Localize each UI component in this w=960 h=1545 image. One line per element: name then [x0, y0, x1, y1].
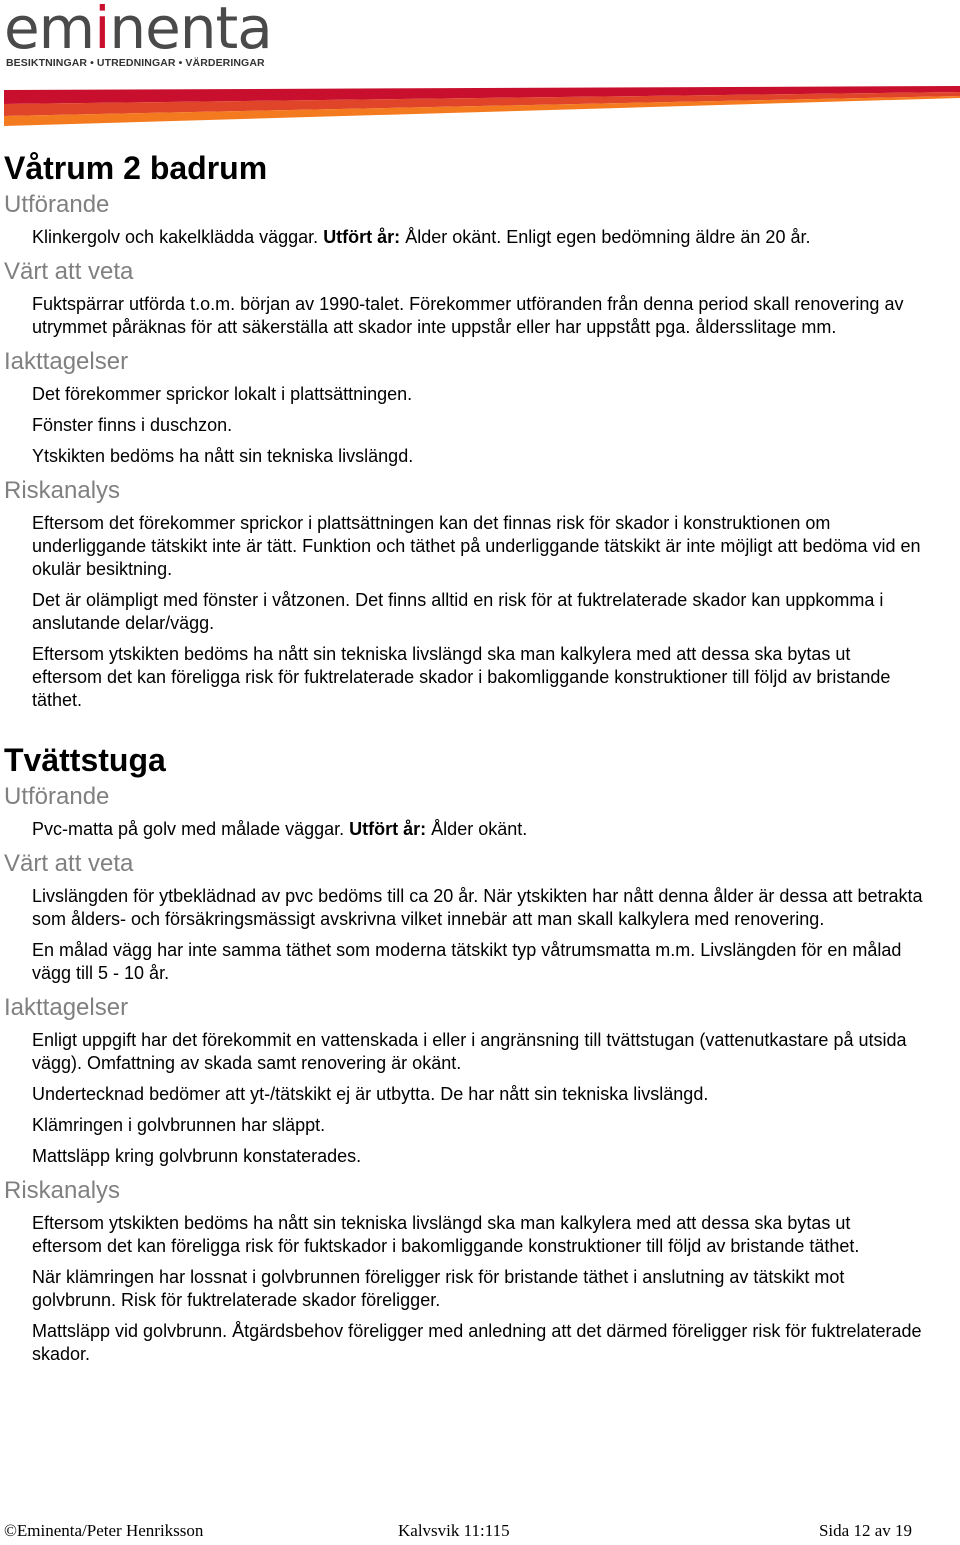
vart-att-veta-paragraph: Livslängden för ytbeklädnad av pvc bedöms till ca 20 år. När ytskikten har nått denna ålder är dessa att betrakta som ålders- och försäkringsmässigt avskrivna vilket innebär att man skall kalkylera med renovering.: [32, 886, 923, 929]
logo-tagline: BESIKTNINGAR • UTREDNINGAR • VÄRDERINGAR: [6, 57, 265, 69]
utforande-post: Ålder okänt.: [426, 819, 528, 839]
iakttagelse-item: Det förekommer sprickor lokalt i plattsättningen.: [32, 384, 413, 404]
riskanalys-paragraph: Eftersom det förekommer sprickor i plattsättningen kan det finnas risk för skador i konstruktionen om underliggande tätskikt inte är tätt. Funktion och täthet på underliggande tätskikt är inte möjligt att bedöma vid en okulär besiktning.: [32, 513, 921, 579]
iakttagelse-item: Undertecknad bedömer att yt-/tätskikt ej är utbytta. De har nått sin tekniska livslängd.: [32, 1084, 709, 1104]
iakttagelse-item: Ytskikten bedöms ha nått sin tekniska livslängd.: [32, 446, 414, 466]
utforande-pre: Klinkergolv och kakelklädda väggar.: [32, 227, 324, 247]
vart-att-veta-heading: Värt att veta: [4, 850, 134, 877]
riskanalys-heading: Riskanalys: [4, 477, 121, 504]
utforande-post: Ålder okänt. Enligt egen bedömning äldre än 20 år.: [400, 227, 811, 247]
utfort-ar-label: Utfört år:: [323, 227, 401, 247]
company-logo: [4, 0, 272, 72]
header-stripe: [4, 82, 960, 128]
utfort-ar-label: Utfört år:: [349, 819, 427, 839]
vart-att-veta-paragraph: En målad vägg har inte samma täthet som moderna tätskikt typ våtrumsmatta m.m. Livslängden för en målad vägg till 5 - 10 år.: [32, 940, 902, 983]
footer-page-number: Sida 12 av 19: [818, 1521, 912, 1540]
logo-wordmark: eminenta: [4, 0, 272, 62]
page-footer: [4, 1521, 912, 1545]
riskanalys-paragraph: Mattsläpp vid golvbrunn. Åtgärdsbehov föreligger med anledning att det därmed föreligger risk för fuktrelaterade skador.: [32, 1321, 922, 1364]
riskanalys-paragraph: Eftersom ytskikten bedöms ha nått sin tekniska livslängd ska man kalkylera med att dessa ska bytas ut eftersom det kan föreligga risk för fuktrelaterade skador i bakomliggande konstruktioner till följd av bristande täthet.: [32, 644, 891, 710]
utforande-text: [32, 226, 924, 249]
iakttagelse-item: Klämringen i golvbrunnen har släppt.: [32, 1115, 326, 1135]
section-title: Tvättstuga: [4, 742, 166, 778]
riskanalys-paragraph: När klämringen har lossnat i golvbrunnen föreligger risk för bristande täthet i anslutning av tätskikt mot golvbrunn. Risk för fuktrelaterade skador föreligger.: [32, 1267, 845, 1310]
iakttagelse-item: Fönster finns i duschzon.: [32, 415, 233, 435]
utforande-heading: Utförande: [4, 191, 110, 218]
vart-att-veta-heading: Värt att veta: [4, 258, 134, 285]
iakttagelse-item: Enligt uppgift har det förekommit en vattenskada i eller i angränsning till tvättstugan (vattenutkastare på utsida vägg). Omfattning av skada samt renovering är okänt.: [32, 1030, 907, 1073]
iakttagelse-item: Mattsläpp kring golvbrunn konstaterades.: [32, 1146, 362, 1166]
iakttagelser-heading: Iakttagelser: [4, 994, 129, 1021]
utforande-pre: Pvc-matta på golv med målade väggar.: [32, 819, 350, 839]
footer-property: Kalvsvik 11:115: [398, 1521, 510, 1540]
riskanalys-paragraph: Eftersom ytskikten bedöms ha nått sin tekniska livslängd ska man kalkylera med att dessa ska bytas ut eftersom det kan föreligga risk för fuktskador i bakomliggande konstruktioner till följd av bristande täthet.: [32, 1213, 860, 1256]
report-content: [4, 148, 924, 1374]
footer-author: ©Eminenta/Peter Henriksson: [4, 1521, 204, 1540]
riskanalys-paragraph: Det är olämpligt med fönster i våtzonen. Det finns alltid en risk för at fuktrelaterade skador kan uppkomma i anslutande delar/vägg.: [32, 590, 884, 633]
section-title: Våtrum 2 badrum: [4, 150, 268, 186]
riskanalys-heading: Riskanalys: [4, 1177, 121, 1204]
utforande-heading: Utförande: [4, 783, 110, 810]
iakttagelser-heading: Iakttagelser: [4, 348, 129, 375]
vart-att-veta-paragraph: Fuktspärrar utförda t.o.m. början av 1990-talet. Förekommer utföranden från denna period skall renovering av utrymmet påräknas för att säkerställa att skador inte uppstår eller har uppstått pga. åldersslitage mm.: [32, 294, 904, 337]
utforande-text: [32, 818, 924, 841]
